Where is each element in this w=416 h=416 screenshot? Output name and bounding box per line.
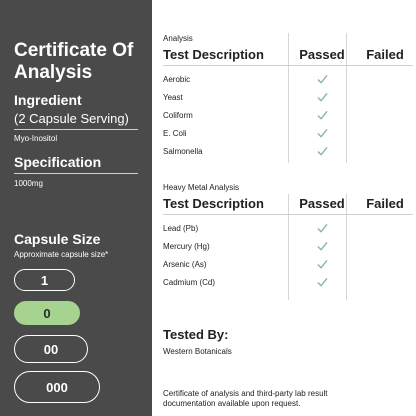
passed-cell (287, 223, 357, 234)
table-row (163, 124, 413, 142)
header-failed: Failed (366, 47, 404, 62)
heavy-metal-section-label: Heavy Metal Analysis (163, 183, 240, 192)
test-name: Mercury (Hg) (163, 241, 210, 251)
analysis-section-label: Analysis (163, 34, 193, 43)
table-row (163, 255, 413, 273)
check-icon (317, 92, 328, 103)
passed-cell (287, 259, 357, 270)
tested-by-value: Western Botanicals (163, 347, 232, 356)
table-header (163, 44, 413, 66)
header-passed: Passed (299, 196, 345, 211)
passed-cell (287, 146, 357, 157)
ingredient-label: Ingredient (14, 92, 82, 108)
header-test-description: Test Description (163, 47, 264, 62)
right-panel (152, 0, 416, 416)
analysis-table (163, 44, 413, 160)
check-icon (317, 110, 328, 121)
passed-cell (287, 241, 357, 252)
analysis-rows (163, 70, 413, 160)
table-row (163, 237, 413, 255)
ingredient-value: Myo-Inositol (14, 134, 58, 143)
ingredient-serving: (2 Capsule Serving) (14, 111, 129, 126)
divider (14, 129, 138, 130)
capsule-size-option-000[interactable]: 000 (14, 371, 100, 403)
check-icon (317, 241, 328, 252)
check-icon (317, 259, 328, 270)
table-row (163, 219, 413, 237)
check-icon (317, 277, 328, 288)
capsule-size-note: Approximate capsule size* (14, 250, 109, 259)
test-name: Yeast (163, 92, 183, 102)
left-panel (0, 0, 152, 416)
check-icon (317, 128, 328, 139)
table-header (163, 193, 413, 215)
specification-label: Specification (14, 154, 102, 170)
passed-cell (287, 92, 357, 103)
heavy-metal-rows (163, 219, 413, 291)
test-name: Coliform (163, 110, 193, 120)
check-icon (317, 223, 328, 234)
heavy-metal-table (163, 193, 413, 291)
table-row (163, 106, 413, 124)
certificate-title: Certificate Of Analysis (14, 40, 134, 83)
capsule-size-option-1[interactable]: 1 (14, 269, 75, 291)
test-name: E. Coli (163, 128, 187, 138)
test-name: Lead (Pb) (163, 223, 199, 233)
divider (14, 173, 138, 174)
check-icon (317, 74, 328, 85)
table-row (163, 70, 413, 88)
capsule-size-option-0[interactable]: 0 (14, 301, 80, 325)
test-name: Arsenic (As) (163, 259, 207, 269)
table-row (163, 273, 413, 291)
passed-cell (287, 110, 357, 121)
header-passed: Passed (299, 47, 345, 62)
test-name: Salmonella (163, 146, 203, 156)
specification-value: 1000mg (14, 179, 43, 188)
test-name: Aerobic (163, 74, 191, 84)
test-name: Cadmium (Cd) (163, 277, 216, 287)
passed-cell (287, 74, 357, 85)
header-failed: Failed (366, 196, 404, 211)
documentation-note: Certificate of analysis and third-party lab result documentation available upon request. (163, 389, 328, 408)
check-icon (317, 146, 328, 157)
passed-cell (287, 277, 357, 288)
table-row (163, 142, 413, 160)
capsule-size-label: Capsule Size (14, 231, 101, 247)
passed-cell (287, 128, 357, 139)
table-row (163, 88, 413, 106)
capsule-size-option-00[interactable]: 00 (14, 335, 88, 363)
header-test-description: Test Description (163, 196, 264, 211)
tested-by-label: Tested By: (163, 327, 229, 342)
